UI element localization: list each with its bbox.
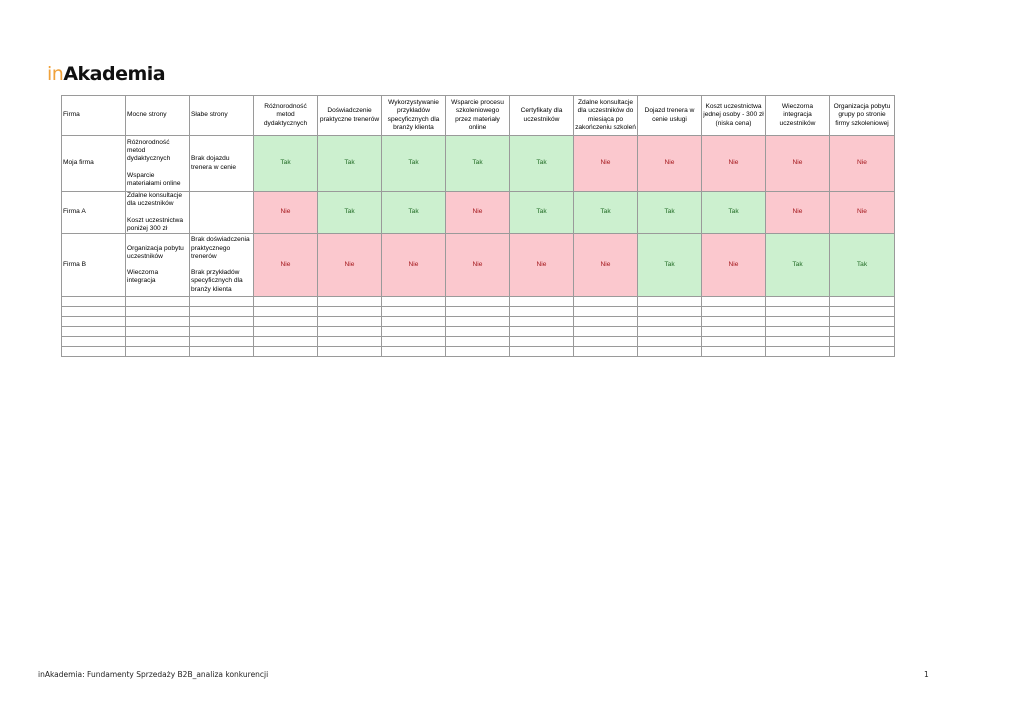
table-header-row (62, 96, 895, 136)
empty-cell (830, 337, 895, 347)
empty-cell (318, 297, 382, 307)
criterion-value-cell: Tak (510, 192, 574, 234)
column-header: Wsparcie procesu szkoleniowego przez materiały online (446, 96, 510, 136)
firm-name-cell: Moja firma (62, 136, 126, 192)
empty-cell (830, 347, 895, 357)
strength-item: Wsparcie materiałami online (127, 171, 181, 187)
empty-cell (382, 307, 446, 317)
strength-item: Koszt uczestnictwa poniżej 300 zł (127, 216, 184, 232)
empty-cell (702, 307, 766, 317)
empty-cell (574, 337, 638, 347)
empty-row (62, 297, 895, 307)
empty-cell (62, 297, 126, 307)
empty-cell (702, 297, 766, 307)
empty-cell (574, 297, 638, 307)
empty-cell (126, 327, 190, 337)
empty-cell (382, 347, 446, 357)
company-logo (47, 62, 165, 86)
strengths-cell (126, 234, 190, 297)
strength-item: Wieczorna integracja (127, 269, 159, 285)
empty-cell (254, 347, 318, 357)
empty-cell (830, 317, 895, 327)
empty-cell (446, 347, 510, 357)
criterion-value-cell: Nie (766, 192, 830, 234)
empty-cell (126, 347, 190, 357)
empty-cell (126, 337, 190, 347)
criterion-value-cell: Nie (254, 192, 318, 234)
empty-cell (62, 327, 126, 337)
empty-cell (638, 317, 702, 327)
table-row (62, 192, 895, 234)
criterion-value-cell: Nie (510, 234, 574, 297)
criterion-value-cell: Nie (702, 234, 766, 297)
empty-cell (254, 337, 318, 347)
empty-cell (766, 327, 830, 337)
criterion-value-cell: Nie (446, 234, 510, 297)
criterion-value-cell: Tak (574, 192, 638, 234)
criterion-value-cell: Tak (446, 136, 510, 192)
column-header: Certyfikaty dla uczestników (510, 96, 574, 136)
criterion-value-cell: Nie (638, 136, 702, 192)
empty-cell (126, 307, 190, 317)
column-header: Różnorodność metod dydaktycznych (254, 96, 318, 136)
empty-cell (574, 327, 638, 337)
empty-cell (190, 327, 254, 337)
empty-cell (638, 337, 702, 347)
column-header: Doświadczenie praktyczne trenerów (318, 96, 382, 136)
column-header: Wykorzystywanie przykładów specyficznych dla branży klienta (382, 96, 446, 136)
empty-cell (702, 327, 766, 337)
column-header: Firma (62, 96, 126, 136)
empty-cell (126, 317, 190, 327)
weakness-item: Brak przykładów specyficznych dla branży klienta (191, 269, 243, 293)
empty-cell (382, 337, 446, 347)
empty-cell (574, 307, 638, 317)
criterion-value-cell: Nie (574, 234, 638, 297)
firm-name-cell: Firma A (62, 192, 126, 234)
empty-cell (254, 317, 318, 327)
criterion-value-cell: Tak (318, 136, 382, 192)
empty-cell (382, 297, 446, 307)
empty-cell (190, 307, 254, 317)
column-header: Wieczorna integracja uczestników (766, 96, 830, 136)
weakness-item: Brak dojazdu trenera w cenie (191, 155, 237, 171)
column-header: Dojazd trenera w cenie usługi (638, 96, 702, 136)
criterion-value-cell: Nie (702, 136, 766, 192)
criterion-value-cell: Tak (254, 136, 318, 192)
strengths-cell (126, 136, 190, 192)
empty-cell (318, 307, 382, 317)
empty-cell (190, 297, 254, 307)
empty-row (62, 307, 895, 317)
strength-item: Różnorodność metod dydaktycznych (127, 138, 171, 163)
criterion-value-cell: Nie (574, 136, 638, 192)
column-header: Organizacja pobytu grupy po stronie firmy szkoleniowej (830, 96, 895, 136)
empty-cell (446, 327, 510, 337)
empty-cell (254, 307, 318, 317)
empty-cell (574, 347, 638, 357)
column-header: Koszt uczestnictwa jednej osoby - 300 zł (niska cena) (702, 96, 766, 136)
empty-cell (190, 347, 254, 357)
empty-cell (702, 347, 766, 357)
empty-cell (254, 297, 318, 307)
criterion-value-cell: Tak (638, 234, 702, 297)
empty-cell (830, 307, 895, 317)
strengths-cell (126, 192, 190, 234)
criterion-value-cell: Nie (318, 234, 382, 297)
table-row (62, 234, 895, 297)
criterion-value-cell: Nie (446, 192, 510, 234)
empty-cell (510, 327, 574, 337)
empty-cell (446, 297, 510, 307)
criterion-value-cell: Nie (382, 234, 446, 297)
weakness-item: Brak doświadczenia praktycznego trenerów (191, 236, 250, 260)
criterion-value-cell: Tak (382, 136, 446, 192)
logo-prefix: in (47, 63, 64, 85)
logo-main: Akademia (63, 63, 166, 85)
empty-cell (62, 347, 126, 357)
column-header: Mocne strony (126, 96, 190, 136)
empty-cell (574, 317, 638, 327)
empty-cell (382, 317, 446, 327)
empty-cell (766, 337, 830, 347)
empty-cell (510, 307, 574, 317)
criterion-value-cell: Tak (766, 234, 830, 297)
empty-cell (830, 327, 895, 337)
criterion-value-cell: Tak (510, 136, 574, 192)
empty-cell (702, 337, 766, 347)
criterion-value-cell: Tak (830, 234, 895, 297)
empty-cell (446, 317, 510, 327)
empty-cell (318, 317, 382, 327)
criterion-value-cell: Nie (830, 192, 895, 234)
empty-cell (638, 347, 702, 357)
firm-name-cell: Firma B (62, 234, 126, 297)
empty-cell (510, 297, 574, 307)
criterion-value-cell: Nie (254, 234, 318, 297)
empty-cell (62, 317, 126, 327)
criterion-value-cell: Tak (702, 192, 766, 234)
column-header: Słabe strony (190, 96, 254, 136)
empty-cell (638, 327, 702, 337)
criterion-value-cell: Tak (638, 192, 702, 234)
empty-cell (766, 297, 830, 307)
empty-cell (318, 337, 382, 347)
empty-cell (62, 307, 126, 317)
empty-row (62, 337, 895, 347)
empty-cell (254, 327, 318, 337)
column-header: Zdalne konsultacje dla uczestników do miesiąca po zakończeniu szkoleń (574, 96, 638, 136)
empty-cell (190, 317, 254, 327)
table-row (62, 136, 895, 192)
empty-cell (830, 297, 895, 307)
empty-cell (638, 307, 702, 317)
empty-cell (510, 337, 574, 347)
empty-cell (766, 317, 830, 327)
criterion-value-cell: Tak (318, 192, 382, 234)
weaknesses-cell (190, 136, 254, 192)
empty-row (62, 327, 895, 337)
empty-cell (446, 337, 510, 347)
empty-cell (766, 307, 830, 317)
empty-cell (766, 347, 830, 357)
empty-cell (510, 317, 574, 327)
footer-title: inAkademia: Fundamenty Sprzedaży B2B_analiza konkurencji (38, 670, 269, 679)
strength-item: Zdalne konsultacje dla uczestników (127, 192, 182, 208)
weaknesses-cell (190, 234, 254, 297)
criterion-value-cell: Tak (382, 192, 446, 234)
weaknesses-cell (190, 192, 254, 234)
criterion-value-cell: Nie (830, 136, 895, 192)
page-number: 1 (924, 670, 929, 679)
empty-cell (126, 297, 190, 307)
empty-row (62, 317, 895, 327)
criterion-value-cell: Nie (766, 136, 830, 192)
empty-cell (510, 347, 574, 357)
empty-cell (190, 337, 254, 347)
empty-cell (638, 297, 702, 307)
competitor-analysis-table (61, 95, 895, 357)
strength-item: Organizacja pobytu uczestników (127, 244, 184, 260)
empty-cell (382, 327, 446, 337)
empty-cell (702, 317, 766, 327)
empty-cell (446, 307, 510, 317)
empty-cell (318, 347, 382, 357)
empty-row (62, 347, 895, 357)
empty-cell (318, 327, 382, 337)
empty-cell (62, 337, 126, 347)
